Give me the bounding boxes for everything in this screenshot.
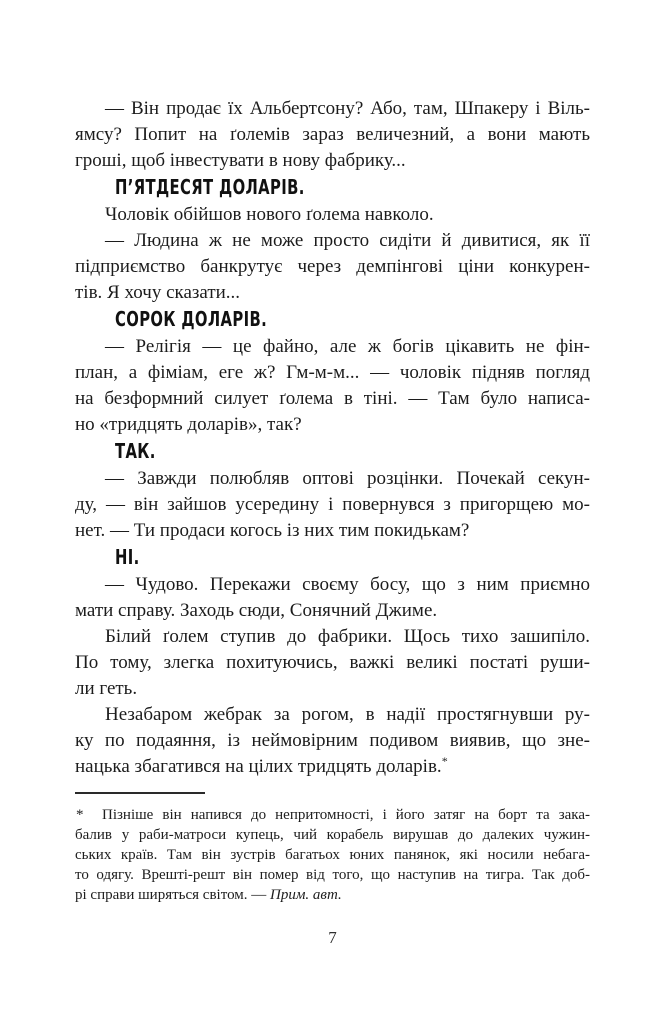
text-block [75, 96, 590, 905]
text-line: — Він продає їх Альбертсону? Або, там, Шпакеру і Віль- [105, 98, 590, 119]
text-line [75, 754, 590, 780]
text-line: — Чудово. Перекажи своєму босу, що з ним приємно [105, 574, 590, 595]
text-line-part: нацька збагатився на цілих тридцять доларів. [75, 756, 442, 777]
footnote-line: то одягу. Врешті-решт він помер від того, що наступив на тигра. Так доб- [75, 867, 590, 883]
footnote-text: рі справи ширяться світом. — [75, 887, 271, 903]
paragraph [75, 624, 590, 702]
text-line: Білий ґолем ступив до фабрики. Щось тихо зашипіло. [105, 626, 590, 647]
footnote-line [75, 885, 590, 905]
text-line: на безформний силует ґолема в тіні. — Там було написа- [75, 388, 590, 409]
paragraph [75, 702, 590, 780]
paragraph [75, 572, 590, 624]
text-line: Незабаром жебрак за рогом, в надії простягнувши ру- [105, 704, 590, 725]
text-line: ку по подаяння, із неймовірним подивом виявив, що зне- [75, 730, 590, 751]
text-line: — Людина ж не може просто сидіти й дивитися, як її [105, 230, 590, 251]
footnote-divider [75, 792, 205, 794]
text-line: ли геть. [75, 678, 138, 699]
text-line: мати справу. Заходь сюди, Сонячний Джиме. [75, 600, 438, 621]
paragraph [75, 466, 590, 544]
paragraph [75, 228, 590, 306]
text-line: нет. — Ти продаси когось із них тим покидькам? [75, 520, 470, 541]
text-line: Чоловік обійшов нового ґолема навколо. [105, 204, 434, 225]
footnote-line: ських країв. Там він зустрів багатьох юних панянок, які носили небага- [75, 847, 590, 863]
golem-speech-heading [75, 174, 590, 202]
golem-speech-heading [75, 438, 590, 466]
golem-speech-text: НІ. [115, 545, 140, 569]
footnote-marker-asterisk: * [76, 807, 84, 823]
text-line: гроші, щоб інвестувати в нову фабрику... [75, 150, 406, 171]
paragraph [75, 334, 590, 438]
text-line: По тому, злегка похитуючись, важкі великі постаті руши- [75, 652, 590, 673]
golem-speech-text: П’ЯТДЕСЯТ ДОЛАРІВ. [115, 175, 305, 199]
golem-speech-text: СОРОК ДОЛАРІВ. [115, 307, 268, 331]
footnote-line: балив у раби-матроси купець, чий корабель вирушав до далеких чужин- [75, 827, 590, 843]
text-line: ямсу? Попит на ґолемів зараз величезний, а вони мають [75, 124, 590, 145]
golem-speech-heading [75, 306, 590, 334]
text-line: план, а фіміам, еге ж? Гм-м-м... — чоловік підняв погляд [75, 362, 590, 383]
footnote [75, 805, 590, 905]
footnote-reference-asterisk: * [441, 754, 448, 768]
golem-speech-heading [75, 544, 590, 572]
paragraph [75, 96, 590, 174]
footnote-text: Пізніше він напився до непритомності, і його затяг на борт та зака- [102, 807, 590, 823]
golem-speech-text: ТАК. [115, 439, 156, 463]
text-line: но «тридцять доларів», так? [75, 414, 302, 435]
text-line: тів. Я хочу сказати... [75, 282, 241, 303]
text-line: — Релігія — це файно, але ж богів цікавить не фін- [105, 336, 590, 357]
text-line: — Завжди полюбляв оптові розцінки. Почекай секун- [105, 468, 590, 489]
main-text [75, 96, 590, 780]
text-line: підприємство банкрутує через демпінгові ціни конкурен- [75, 256, 590, 277]
footnote-line [75, 805, 590, 825]
page-number: 7 [328, 928, 337, 947]
footnote-author-note: Прим. авт. [270, 887, 342, 903]
paragraph [75, 202, 590, 228]
text-line: ду, — він зайшов усередину і повернувся з пригорщею мо- [75, 494, 590, 515]
